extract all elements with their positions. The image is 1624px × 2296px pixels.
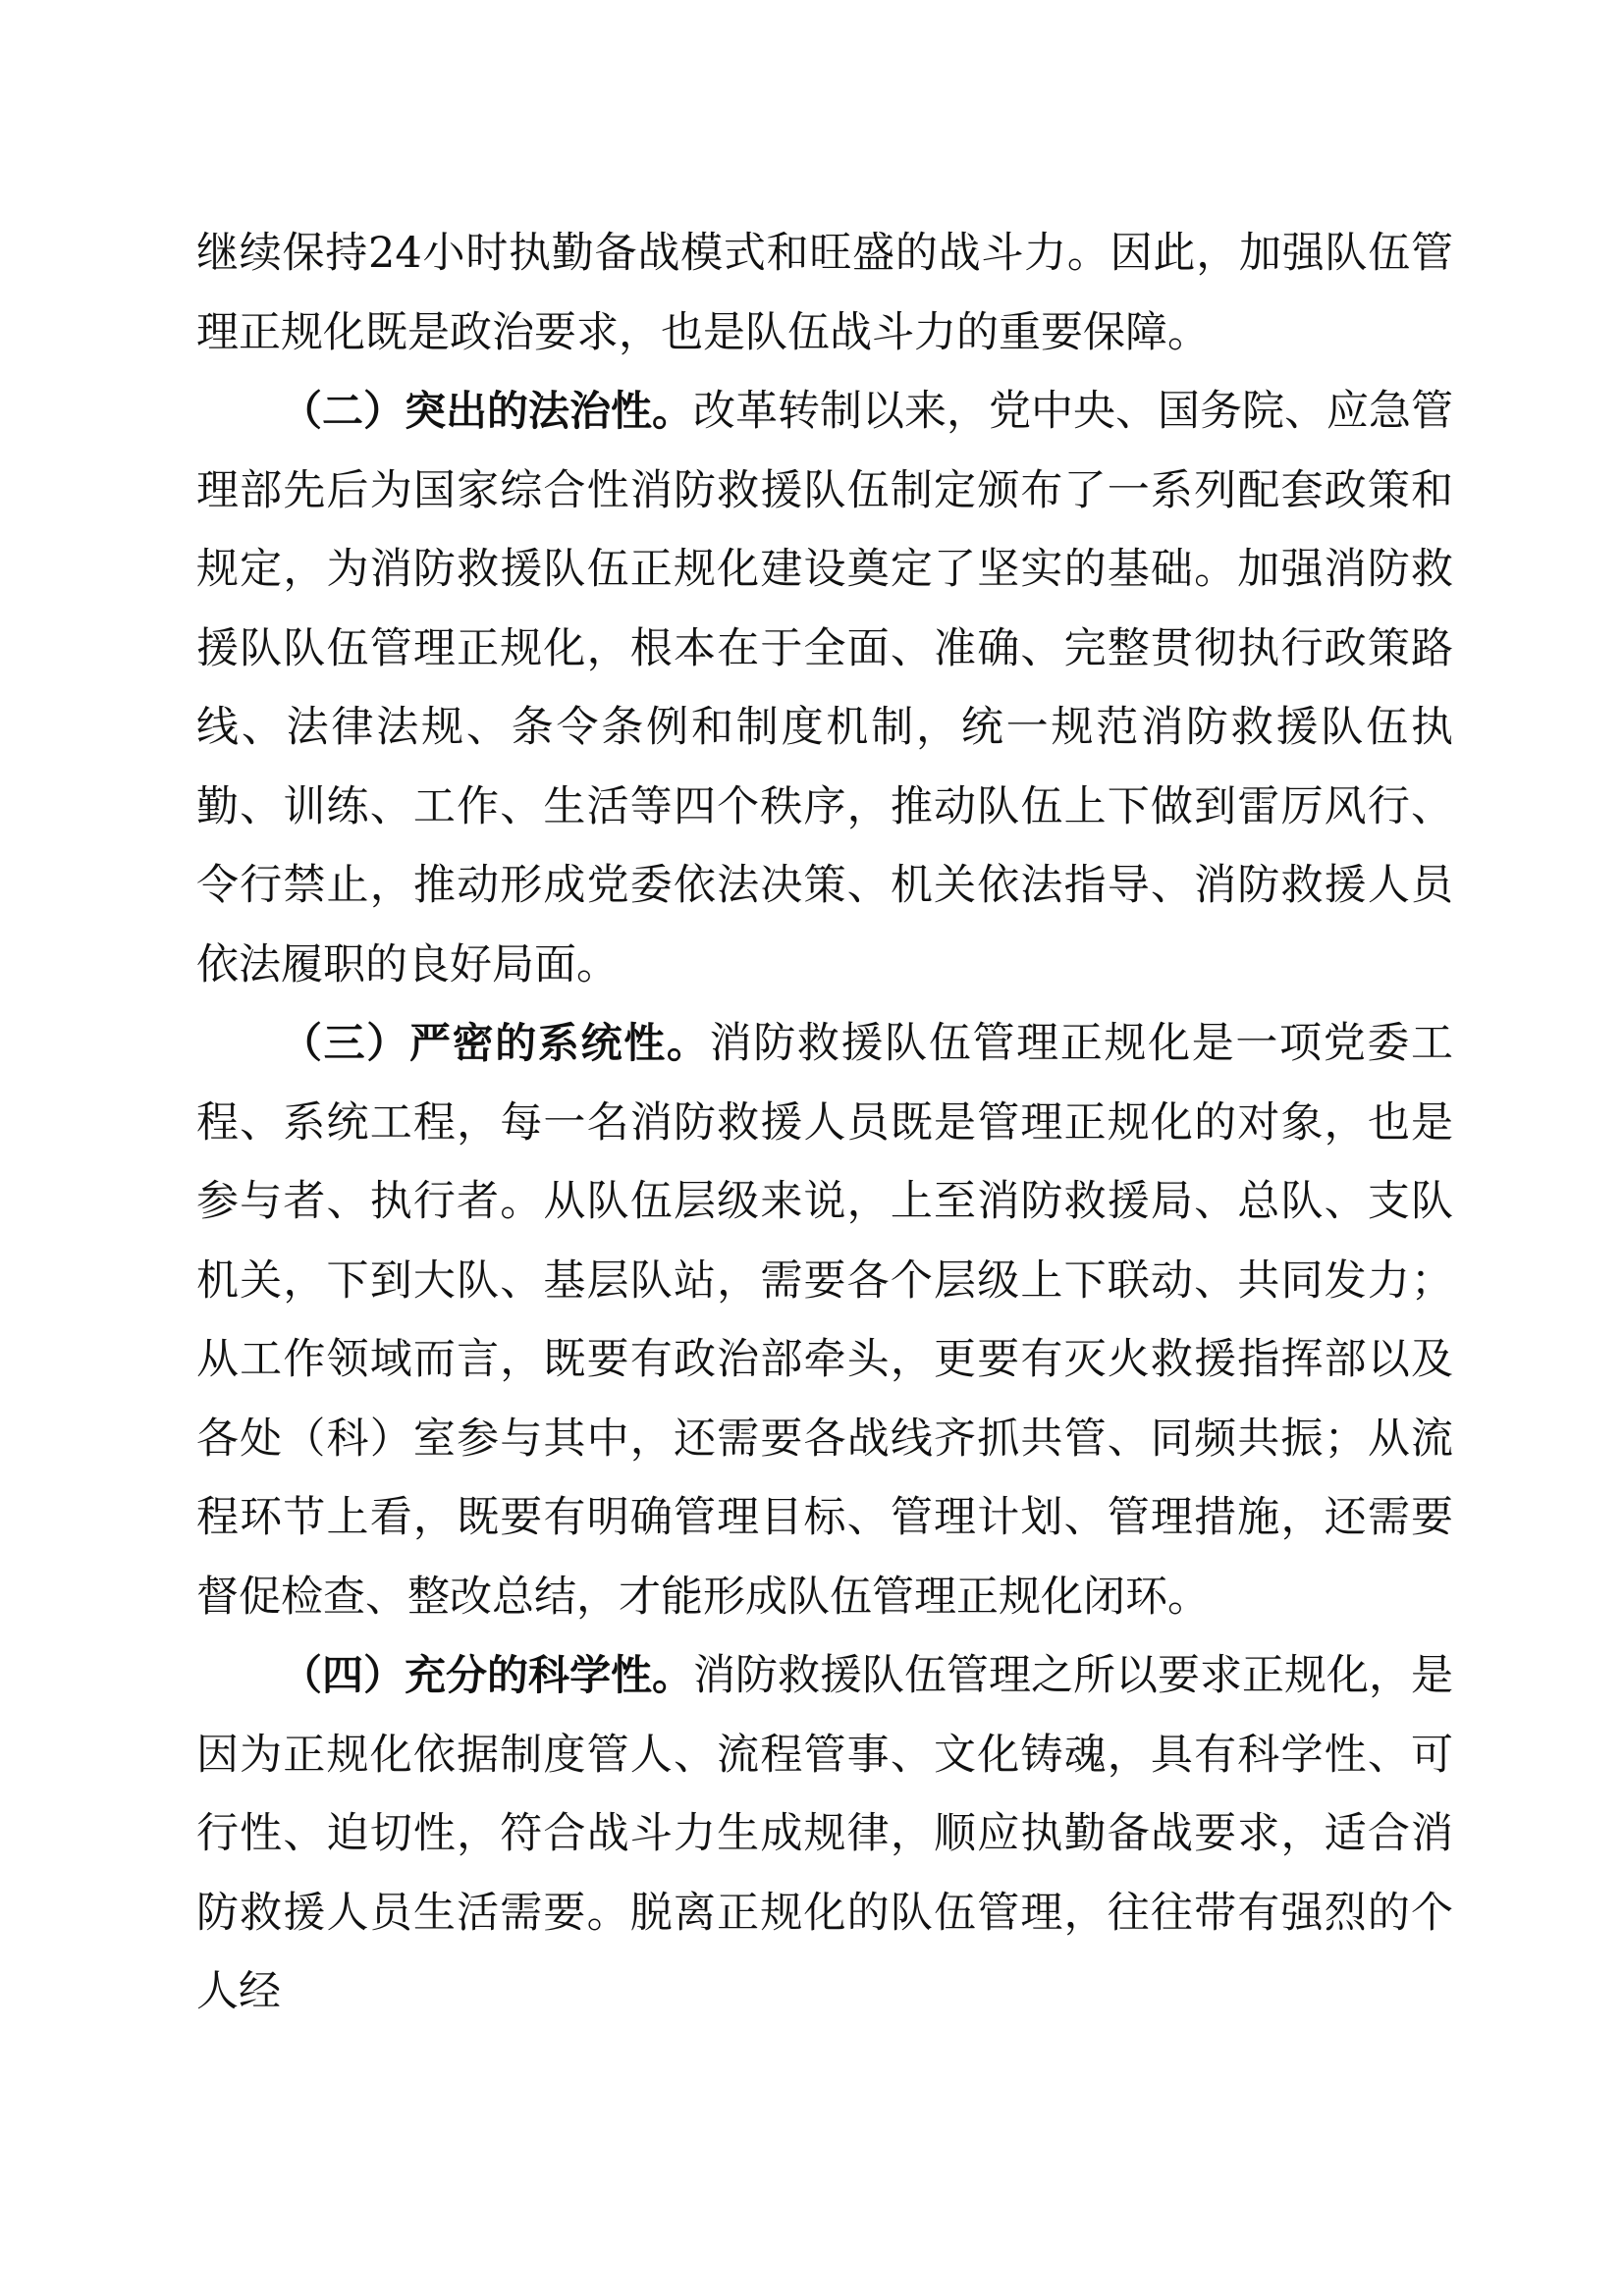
paragraph-rule-of-law [196,372,1453,1004]
section-heading-2: （二）突出的法治性。 [281,387,694,435]
paragraph-continuation [196,214,1453,372]
section-heading-3: （三）严密的系统性。 [281,1019,710,1067]
paragraph-text: 改革转制以来，党中央、国务院、应急管理部先后为国家综合性消防救援队伍制定颁布了一系列配套政策和规定，为消防救援队伍正规化建设奠定了坚实的基础。加强消防救援队队伍管理正规化，根本在于全面、准确、完整贯彻执行政策路线、法律法规、条令条例和制度机制，统一规范消防救援队伍执勤、训练、工作、生活等四个秩序，推动队伍上下做到雷厉风行、令行禁止，推动形成党委依法决策、机关依法指导、消防救援人员依法履职的良好局面。 [196,387,1454,989]
paragraph-scientific [196,1636,1453,2032]
paragraph-text: 消防救援队伍管理之所以要求正规化，是因为正规化依据制度管人、流程管事、文化铸魂，具有科学性、可行性、迫切性，符合战斗力生成规律，顺应执勤备战要求，适合消防救援人员生活需要。脱离正规化的队伍管理，往往带有强烈的个人经 [196,1651,1454,2016]
paragraph-text: 继续保持24小时执勤备战模式和旺盛的战斗力。因此，加强队伍管理正规化既是政治要求，也是队伍战斗力的重要保障。 [196,229,1453,357]
paragraph-text: 消防救援队伍管理正规化是一项党委工程、系统工程，每一名消防救援人员既是管理正规化的对象，也是参与者、执行者。从队伍层级来说，上至消防救援局、总队、支队机关，下到大队、基层队站，需要各个层级上下联动、共同发力；从工作领域而言，既要有政治部牵头，更要有灭火救援指挥部以及各处（科）室参与其中，还需要各战线齐抓共管、同频共振；从流程环节上看，既要有明确管理目标、管理计划、管理措施，还需要督促检查、整改总结，才能形成队伍管理正规化闭环。 [196,1019,1453,1622]
document-body [196,214,1453,2032]
section-heading-4: （四）充分的科学性。 [281,1651,694,1699]
paragraph-systematic [196,1004,1453,1636]
